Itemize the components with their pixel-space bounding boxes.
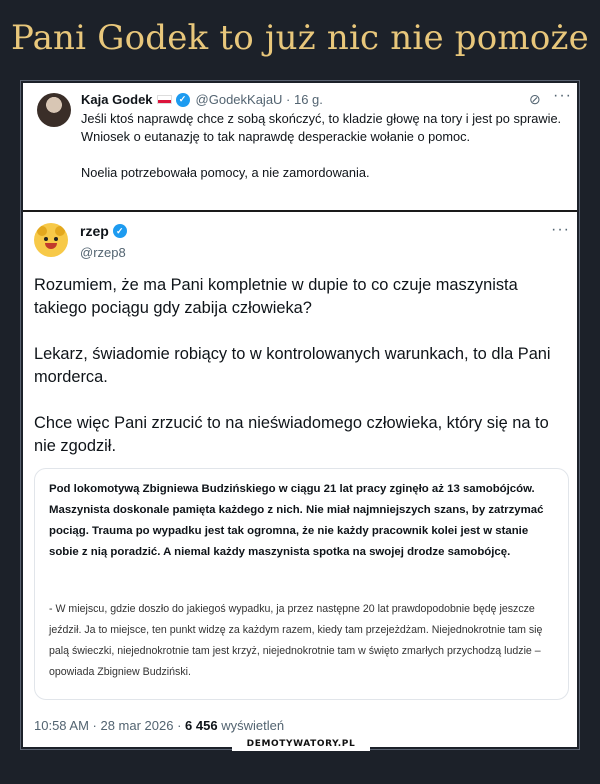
verified-badge-icon: ✓ <box>113 224 127 238</box>
views-label: wyświetleń <box>217 718 285 733</box>
tweet-paragraph: Jeśli ktoś naprawdę chce z sobą skończyć, to kladzie głowę na tory i jest po sprawie. Wniosek o eutanazję to tak naprawdę desperackie wołanie o pomoc. <box>81 111 562 144</box>
avatar-eye <box>44 237 48 241</box>
author-handle-time[interactable]: @GodekKajaU · 16 g. <box>195 92 323 107</box>
quoted-tweet[interactable] <box>23 83 577 210</box>
author-name[interactable]: Kaja Godek <box>81 92 153 107</box>
timestamp[interactable]: 10:58 AM · 28 mar 2026 · <box>34 718 186 733</box>
avatar-ear <box>37 226 47 236</box>
tweet-paragraph: Lekarz, świadomie robiący to w kontrolowanych warunkach, to dla Pani morderca. <box>34 345 551 386</box>
tweet-paragraph: Chce więc Pani zrzucić to na nieświadomego człowieka, który się na to nie zgodził. <box>34 414 549 455</box>
avatar[interactable] <box>37 93 71 127</box>
tweet-meta <box>34 718 284 733</box>
author-handle[interactable]: @rzep8 <box>80 245 126 260</box>
tweet-text <box>81 110 569 200</box>
verified-badge-icon: ✓ <box>176 93 190 107</box>
divider <box>23 210 577 212</box>
avatar-ear <box>55 226 65 236</box>
watermark: DEMOTYWATORY.PL <box>232 737 370 751</box>
tweet-paragraph: Noelia potrzebowała pomocy, a nie zamordowania. <box>81 165 370 180</box>
attached-article-card[interactable] <box>34 468 569 700</box>
tweet-paragraph: Rozumiem, że ma Pani kompletnie w dupie to co czuje maszynista takiego pociągu gdy zabija człowieka? <box>34 276 518 317</box>
more-options-icon[interactable]: ··· <box>553 87 572 104</box>
author-name[interactable]: rzep <box>80 223 109 239</box>
grok-icon[interactable]: ⊘ <box>529 91 541 107</box>
page-title: Pani Godek to już nic nie pomoże <box>11 18 589 58</box>
avatar-eye <box>54 237 58 241</box>
view-count: 6 456 <box>185 718 218 733</box>
card-quote-text: - W miejscu, gdzie doszło do jakiegoś wypadku, ja przez następne 20 lat prawdopodobnie będę jeszcze jeździł. Ja to miejsce, ten punkt widzę za każdym razem, kiedy tam przejeżdżam. Niejednokrotnie tam się palą świeczki, niejednokrotnie tam jest krzyż, niejednokrotnie tam w święto zmarłych przychodzą ludzie – opowiada Zbigniew Budziński. <box>49 603 543 678</box>
avatar[interactable] <box>34 223 68 257</box>
more-options-icon[interactable]: ··· <box>551 221 570 238</box>
tweet-header <box>81 92 323 107</box>
poland-flag-icon <box>157 95 172 104</box>
screenshot-panel <box>23 83 577 747</box>
tweet-text <box>34 274 569 481</box>
card-lead-text: Pod lokomotywą Zbigniewa Budzińskiego w ciągu 21 lat pracy zginęło aż 13 samobójców. Maszynista doskonale pamięta każdego z nich. Nie miał najmniejszych szans, by zatrzymać pociąg. Trauma po wypadku jest tak ogromna, że nie każdy pracownik kolei jest w stanie sobie z nią poradzić. A niemal każdy maszynista spotka na swojej drodze samobójcę. <box>49 483 544 558</box>
tweet-header <box>80 223 127 239</box>
avatar-mouth <box>45 243 57 249</box>
